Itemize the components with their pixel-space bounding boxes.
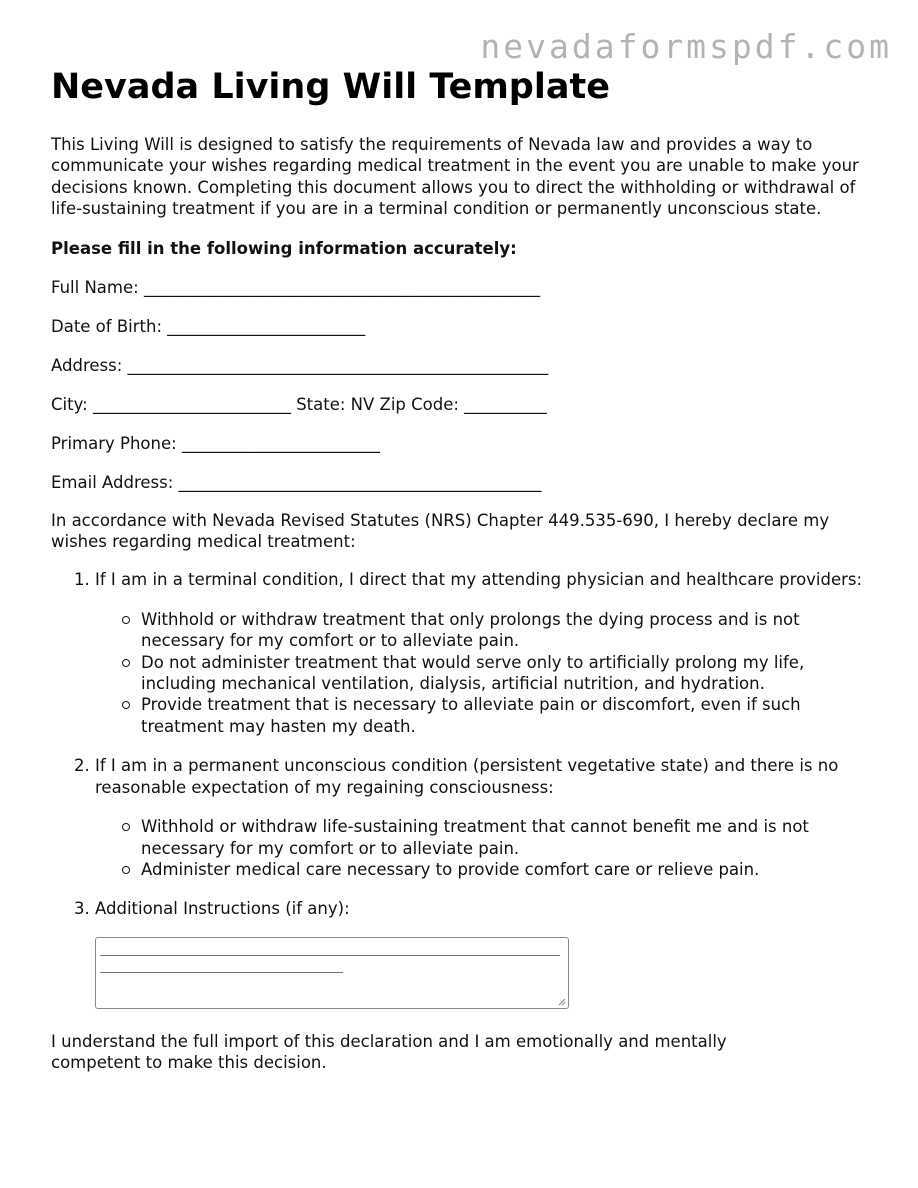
circle-bullet-icon [122, 823, 130, 831]
declaration-paragraph: In accordance with Nevada Revised Statutes (NRS) Chapter 449.535-690, I hereby declare my wishes regarding medical treatment: [51, 510, 830, 552]
condition-item [95, 569, 871, 737]
page-title: Nevada Living Will Template [51, 67, 610, 107]
date-of-birth-field[interactable]: Date of Birth: ________________________ [51, 316, 366, 336]
document-page [51, 66, 871, 1074]
fill-instruction: Please fill in the following information accurately: [51, 238, 517, 258]
condition-text: 2. If I am in a permanent unconscious condition (persistent vegetative state) and there is no reasonable expectation of my regaining consciousness: [95, 756, 839, 797]
address-field[interactable]: Address: ___________________________________________________ [51, 355, 549, 375]
directive-item [141, 816, 871, 859]
primary-phone-field[interactable]: Primary Phone: ________________________ [51, 433, 380, 453]
circle-bullet-icon [122, 616, 130, 624]
directive-list [95, 816, 871, 880]
directive-text: Provide treatment that is necessary to alleviate pain or discomfort, even if such treatment may hasten my death. [141, 695, 801, 736]
email-address-field[interactable]: Email Address: ____________________________________________ [51, 472, 542, 492]
directive-list [95, 609, 871, 737]
directive-item [141, 652, 871, 695]
condition-item [95, 755, 871, 880]
watermark: nevadaformspdf.com [480, 27, 892, 66]
full-name-field[interactable]: Full Name: ________________________________________________ [51, 277, 540, 297]
directive-item [141, 859, 871, 880]
directive-text: Withhold or withdraw life-sustaining treatment that cannot benefit me and is not necessary for my comfort or to alleviate pain. [141, 817, 809, 858]
textarea-line [100, 972, 343, 973]
circle-bullet-icon [122, 701, 130, 709]
closing-statement: I understand the full import of this declaration and I am emotionally and mentally competent to make this decision. [51, 1031, 727, 1073]
city-state-zip-field[interactable]: City: ________________________ State: NV Zip Code: __________ [51, 394, 547, 414]
conditions-list [51, 569, 871, 1008]
directive-item [141, 609, 871, 652]
condition-text: 1. If I am in a terminal condition, I direct that my attending physician and healthcare providers: [95, 570, 863, 590]
additional-instructions-textarea[interactable] [95, 937, 569, 1009]
condition-text: 3. Additional Instructions (if any): [95, 899, 350, 919]
directive-text: Do not administer treatment that would serve only to artificially prolong my life, including mechanical ventilation, dialysis, artificial nutrition, and hydration. [141, 652, 805, 694]
resize-grip-icon[interactable] [558, 998, 566, 1006]
intro-paragraph: This Living Will is designed to satisfy the requirements of Nevada law and provides a way to communicate your wishes regarding medical treatment in the event you are unable to make your decisions known. Completing this document allows you to direct the withholding or withdrawal of life-sustaining treatment if you are in a terminal condition or permanently unconscious state. [51, 135, 859, 219]
circle-bullet-icon [122, 659, 130, 667]
circle-bullet-icon [122, 866, 130, 874]
directive-text: Administer medical care necessary to provide comfort care or relieve pain. [141, 859, 760, 879]
directive-item [141, 694, 871, 737]
textarea-line [100, 955, 560, 956]
condition-item [95, 898, 871, 1008]
directive-text: Withhold or withdraw treatment that only prolongs the dying process and is not necessary for my comfort or to alleviate pain. [141, 609, 800, 651]
